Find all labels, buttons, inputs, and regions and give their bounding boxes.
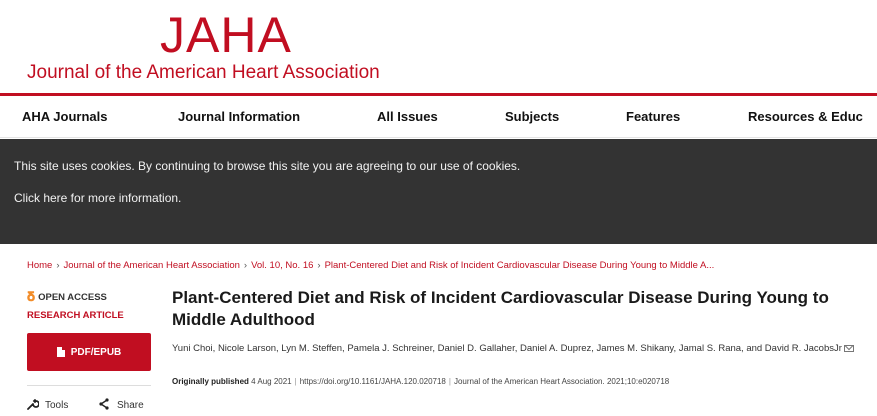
sidebar-divider — [27, 385, 151, 386]
tools-button[interactable] — [27, 398, 68, 411]
nav-item-all-issues[interactable]: All Issues — [377, 109, 438, 124]
article-type: RESEARCH ARTICLE — [27, 310, 124, 321]
nav-item-resources[interactable]: Resources & Educ — [748, 109, 863, 124]
chevron-right-icon: › — [317, 260, 321, 271]
cookie-more-info-link[interactable]: Click here for more information. — [14, 191, 182, 205]
published-label: Originally published — [172, 377, 249, 386]
separator: | — [448, 377, 451, 386]
tools-label: Tools — [45, 400, 69, 411]
pdf-epub-button[interactable] — [27, 333, 151, 371]
share-icon — [98, 398, 110, 410]
cookie-message: This site uses cookies. By continuing to browse this site you are agreeing to our use of cookies. — [14, 159, 521, 173]
nav-item-aha-journals[interactable]: AHA Journals — [22, 109, 108, 124]
breadcrumb-article[interactable]: Plant‐Centered Diet and Risk of Incident Cardiovascular Disease During Young to Middle A... — [324, 260, 715, 271]
citation-text: Journal of the American Heart Association. 2021;10:e020718 — [453, 377, 670, 386]
email-icon[interactable] — [844, 345, 854, 352]
nav-item-features[interactable]: Features — [626, 109, 681, 124]
open-access-badge — [27, 289, 107, 305]
open-access-label: OPEN ACCESS — [38, 292, 107, 303]
author-list — [172, 341, 872, 357]
open-lock-icon: 𝛅 — [27, 289, 36, 304]
pdf-epub-label: PDF/EPUB — [70, 346, 122, 358]
published-date: 4 Aug 2021 — [251, 377, 292, 386]
article-title: Plant‐Centered Diet and Risk of Incident Cardiovascular Disease During Young to Middle Adulthood — [172, 288, 829, 329]
nav-item-journal-information[interactable]: Journal Information — [178, 109, 301, 124]
pdf-icon — [57, 347, 65, 357]
breadcrumb-home[interactable]: Home — [27, 260, 53, 271]
wrench-icon — [27, 398, 39, 410]
share-label: Share — [117, 400, 144, 411]
breadcrumb-journal[interactable]: Journal of the American Heart Association — [63, 260, 240, 271]
main-nav — [0, 96, 877, 138]
breadcrumb-issue[interactable]: Vol. 10, No. 16 — [251, 260, 314, 271]
separator: | — [294, 377, 297, 386]
chevron-right-icon: › — [243, 260, 248, 271]
nav-item-subjects[interactable]: Subjects — [505, 109, 560, 124]
journal-logo[interactable]: JAHA — [160, 7, 292, 63]
breadcrumb — [27, 260, 877, 274]
authors-text[interactable]: Yuni Choi, Nicole Larson, Lyn M. Steffen, Pamela J. Schreiner, Daniel D. Gallaher, Daniel A. Duprez, James M. Shikany, Jamal S. Rana, and David R. JacobsJr — [172, 343, 842, 354]
journal-full-name[interactable]: Journal of the American Heart Association — [27, 62, 380, 83]
cookie-banner — [0, 139, 877, 244]
share-button[interactable] — [98, 398, 144, 411]
publication-info — [172, 377, 872, 386]
site-header — [0, 0, 877, 94]
chevron-right-icon: › — [56, 260, 60, 271]
doi-link[interactable]: https://doi.org/10.1161/JAHA.120.020718 — [299, 377, 446, 386]
